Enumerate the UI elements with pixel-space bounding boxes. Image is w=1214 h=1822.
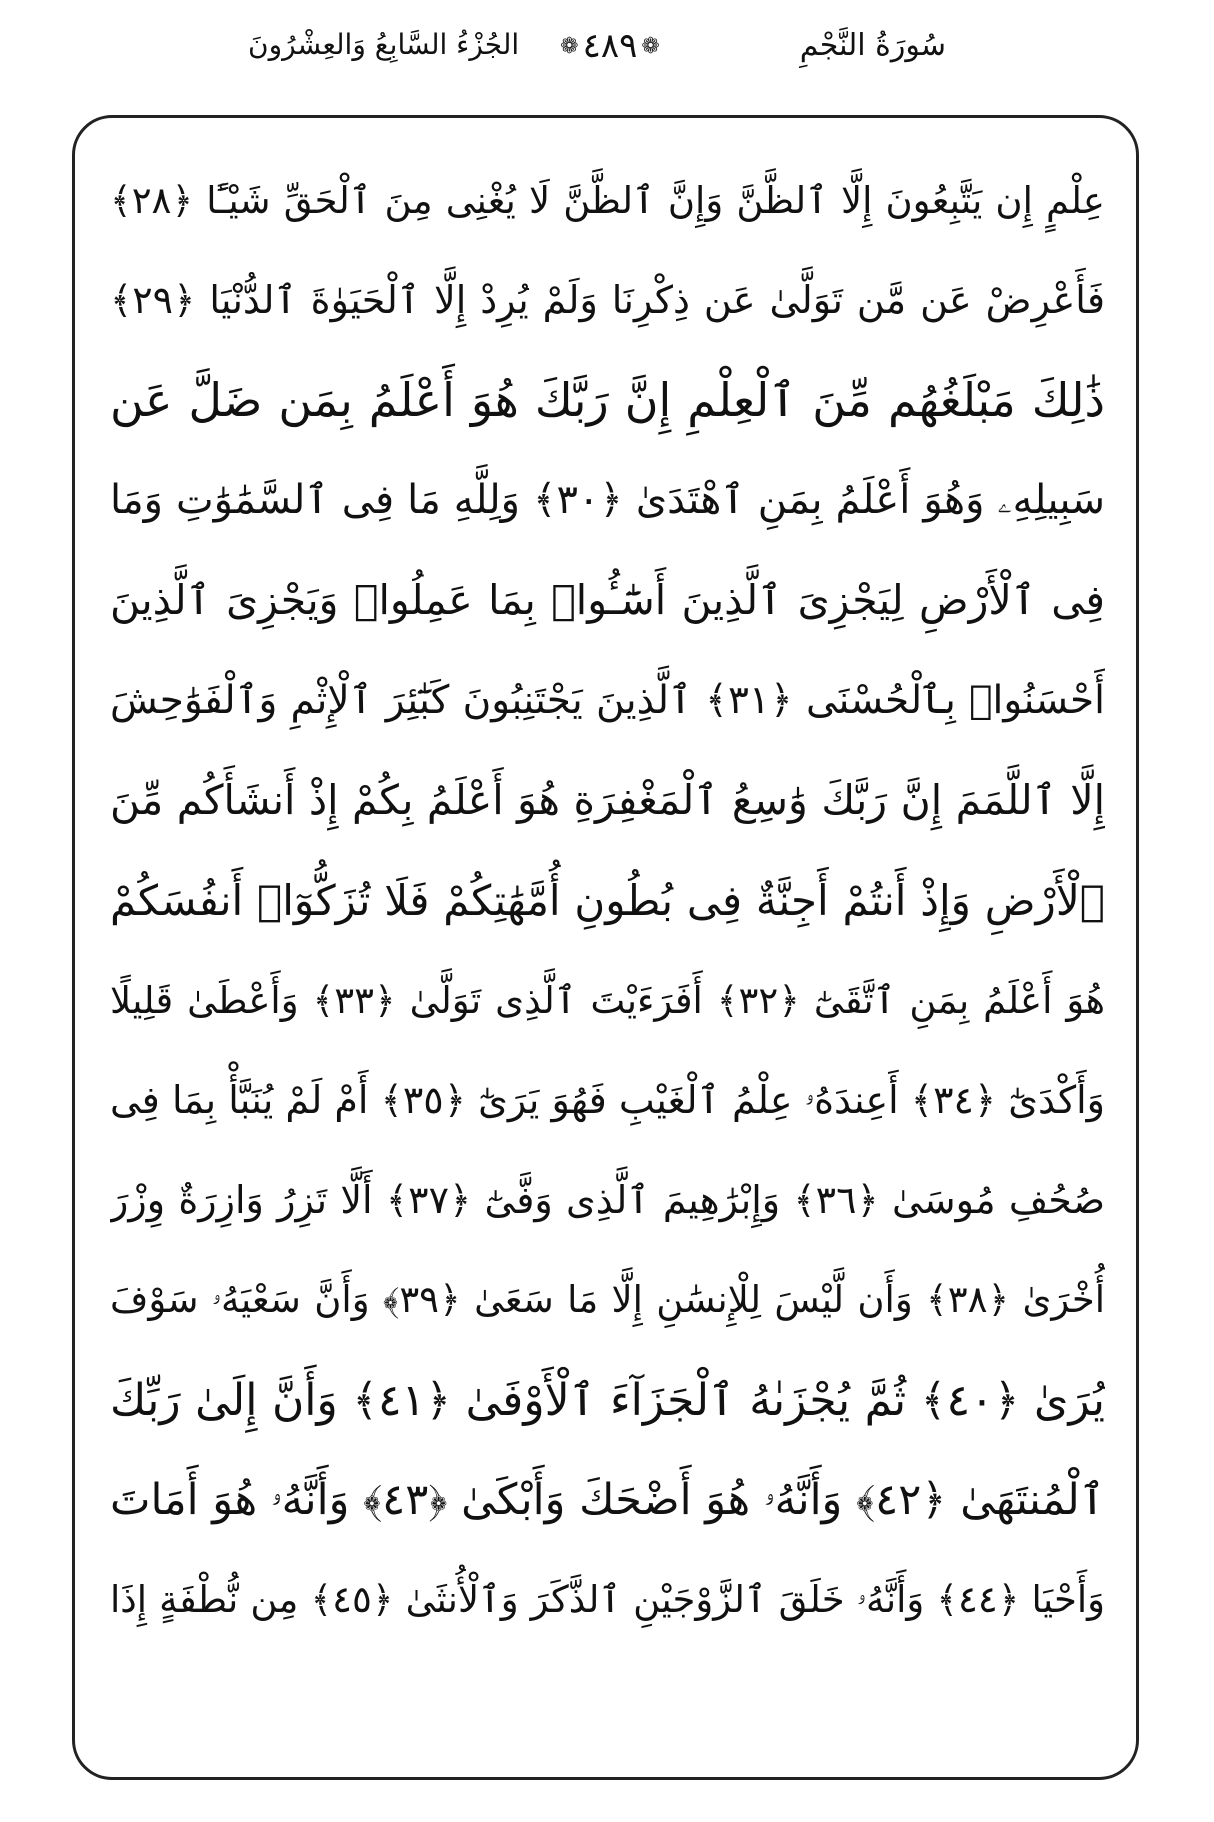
line-text: وَأَحْيَا ﴿٤٤﴾ وَأَنَّهُۥ خَلَقَ ٱلزَّوْجَيْنِ ٱلذَّكَرَ وَٱلْأُنثَىٰ ﴿٤٥﴾ مِن نُّطْفَةٍ إِذَا [110, 1578, 1105, 1621]
line-text: يُرَىٰ ﴿٤٠﴾ ثُمَّ يُجْزَىٰهُ ٱلْجَزَآءَ ٱلْأَوْفَىٰ ﴿٤١﴾ وَأَنَّ إِلَىٰ رَبِّكَ [110, 1374, 1105, 1426]
text-line [110, 950, 1105, 1050]
ornament-icon: ❁ [641, 33, 660, 59]
text-line [110, 150, 1105, 250]
line-text: فَأَعْرِضْ عَن مَّن تَوَلَّىٰ عَن ذِكْرِنَا وَلَمْ يُرِدْ إِلَّا ٱلْحَيَوٰةَ ٱلدُّنْيَا ﴿٢٩﴾ [110, 278, 1105, 322]
line-text: فِى ٱلْأَرْضِ لِيَجْزِىَ ٱلَّذِينَ أَسَٰٓـُٔوا۟ بِمَا عَمِلُوا۟ وَيَجْزِىَ ٱلَّذِينَ [110, 576, 1105, 624]
text-line [110, 750, 1105, 850]
line-text: هُوَ أَعْلَمُ بِمَنِ ٱتَّقَىٰٓ ﴿٣٢﴾ أَفَرَءَيْتَ ٱلَّذِى تَوَلَّىٰ ﴿٣٣﴾ وَأَعْطَىٰ قَلِيلًا [110, 978, 1105, 1022]
quran-text-body [110, 150, 1105, 1750]
surah-name: سُورَةُ النَّجْمِ [799, 28, 946, 63]
text-line [110, 1350, 1105, 1450]
text-line [110, 1150, 1105, 1250]
text-line [110, 1450, 1105, 1550]
text-line [110, 1250, 1105, 1350]
text-line [110, 1550, 1105, 1650]
line-text: أَحْسَنُوا۟ بِٱلْحُسْنَى ﴿٣١﴾ ٱلَّذِينَ يَجْتَنِبُونَ كَبَٰٓئِرَ ٱلْإِثْمِ وَٱلْفَوَٰحِشَ [110, 677, 1105, 723]
line-text: عِلْمٍ إِن يَتَّبِعُونَ إِلَّا ٱلظَّنَّ وَإِنَّ ٱلظَّنَّ لَا يُغْنِى مِنَ ٱلْحَقِّ شَيْـًٔا ﴿٢٨﴾ [110, 178, 1105, 222]
line-text: ذَٰلِكَ مَبْلَغُهُم مِّنَ ٱلْعِلْمِ إِنَّ رَبَّكَ هُوَ أَعْلَمُ بِمَن ضَلَّ عَن [110, 373, 1105, 427]
line-text: ٱلْأَرْضِ وَإِذْ أَنتُمْ أَجِنَّةٌ فِى بُطُونِ أُمَّهَٰتِكُمْ فَلَا تُزَكُّوٓا۟ أَنفُسَكُمْ [110, 875, 1105, 925]
text-line [110, 250, 1105, 350]
text-line [110, 450, 1105, 550]
text-line [110, 650, 1105, 750]
line-text: سَبِيلِهِۦ وَهُوَ أَعْلَمُ بِمَنِ ٱهْتَدَىٰ ﴿٣٠﴾ وَلِلَّهِ مَا فِى ٱلسَّمَٰوَٰتِ وَمَا [110, 477, 1105, 523]
line-text: صُحُفِ مُوسَىٰ ﴿٣٦﴾ وَإِبْرَٰهِيمَ ٱلَّذِى وَفَّىٰٓ ﴿٣٧﴾ أَلَّا تَزِرُ وَازِرَةٌ وِزْرَ [110, 1178, 1105, 1222]
juz-name: الجُزْءُ السَّابِعُ وَالعِشْرُونَ [248, 28, 520, 61]
ornament-icon: ❁ [560, 33, 579, 59]
page-header [0, 14, 1214, 84]
line-text: ٱلْمُنتَهَىٰ ﴿٤٢﴾ وَأَنَّهُۥ هُوَ أَضْحَكَ وَأَبْكَىٰ ﴿٤٣﴾ وَأَنَّهُۥ هُوَ أَمَاتَ [110, 1475, 1105, 1525]
text-line [110, 1050, 1105, 1150]
text-line [110, 350, 1105, 450]
text-line [110, 550, 1105, 650]
line-text: إِلَّا ٱللَّمَمَ إِنَّ رَبَّكَ وَٰسِعُ ٱلْمَغْفِرَةِ هُوَ أَعْلَمُ بِكُمْ إِذْ أَنشَأَكُم مِّنَ [110, 776, 1105, 824]
line-text: أُخْرَىٰ ﴿٣٨﴾ وَأَن لَّيْسَ لِلْإِنسَٰنِ إِلَّا مَا سَعَىٰ ﴿٣٩﴾ وَأَنَّ سَعْيَهُۥ سَوْفَ [110, 1278, 1105, 1321]
page-number-badge [555, 22, 665, 70]
text-line [110, 850, 1105, 950]
line-text: وَأَكْدَىٰٓ ﴿٣٤﴾ أَعِندَهُۥ عِلْمُ ٱلْغَيْبِ فَهُوَ يَرَىٰٓ ﴿٣٥﴾ أَمْ لَمْ يُنَبَّأْ بِمَا فِى [110, 1077, 1105, 1122]
page-number: ٤٨٩ [582, 26, 638, 66]
